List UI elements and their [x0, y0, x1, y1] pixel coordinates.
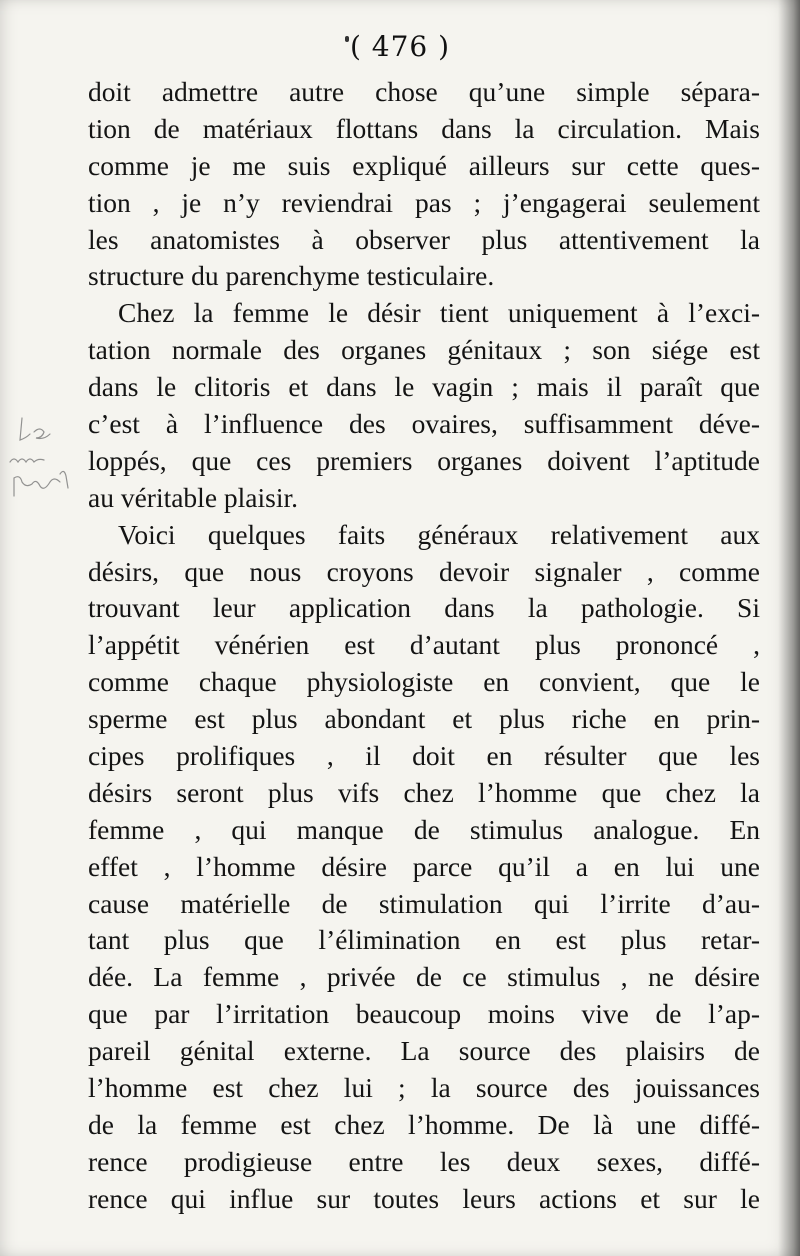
- text-line: tion de matériaux flottans dans la circulation. Mais: [88, 112, 760, 144]
- text-line: comme je me suis expliqué ailleurs sur cette ques-: [88, 149, 760, 181]
- text-line: structure du parenchyme testiculaire.: [88, 260, 495, 292]
- text-line: l’homme est chez lui ; la source des jouissances: [88, 1072, 760, 1104]
- text-line: rence prodigieuse entre les deux sexes, diffé-: [88, 1145, 760, 1177]
- text-line: Chez la femme le désir tient uniquement à l’exci-: [118, 297, 760, 329]
- text-line: trouvant leur application dans la pathologie. Si: [88, 592, 760, 624]
- text-line: que par l’irritation beaucoup moins vive de l’ap-: [88, 998, 760, 1030]
- text-line: sperme est plus abondant et plus riche en prin-: [88, 703, 760, 735]
- text-line: tant plus que l’élimination en est plus retar-: [88, 924, 760, 956]
- text-line: femme , qui manque de stimulus analogue. En: [88, 813, 760, 845]
- text-line: tation normale des organes génitaux ; son siége est: [88, 334, 760, 366]
- text-line: rence qui influe sur toutes leurs actions et sur le: [88, 1182, 760, 1214]
- text-line: l’appétit vénérien est d’autant plus prononcé ,: [88, 629, 760, 661]
- text-line: désirs, que nous croyons devoir signaler , comme: [88, 555, 760, 587]
- text-line: cause matérielle de stimulation qui l’irrite d’au-: [88, 887, 760, 919]
- text-line: les anatomistes à observer plus attentivement la: [88, 223, 760, 255]
- text-line: cipes prolifiques , il doit en résulter que les: [88, 740, 760, 772]
- text-line: Voici quelques faits généraux relativement aux: [118, 518, 760, 550]
- text-line: dans le clitoris et dans le vagin ; mais il paraît que: [88, 371, 760, 403]
- text-line: loppés, que ces premiers organes doivent l’aptitude: [88, 444, 760, 476]
- text-line: c’est à l’influence des ovaires, suffisamment déve-: [88, 408, 760, 440]
- page-edge-shadow: [778, 0, 800, 1256]
- text-line: tion , je n’y reviendrai pas ; j’engagerai seulement: [88, 186, 760, 218]
- text-line: pareil génital externe. La source des plaisirs de: [88, 1035, 760, 1067]
- text-line: de la femme est chez l’homme. De là une diffé-: [88, 1108, 760, 1140]
- handwritten-margin-note: [4, 412, 84, 522]
- text-line: désirs seront plus vifs chez l’homme que chez la: [88, 776, 760, 808]
- body-text: [88, 74, 760, 1218]
- page-number: ( 476 ): [349, 30, 451, 63]
- text-line: dée. La femme , privée de ce stimulus , ne désire: [88, 961, 760, 993]
- text-line: effet , l’homme désire parce qu’il a en lui une: [88, 850, 760, 882]
- text-line: comme chaque physiologiste en convient, que le: [88, 666, 760, 698]
- text-line: doit admettre autre chose qu’une simple sépara-: [88, 76, 760, 107]
- text-line: au véritable plaisir.: [88, 481, 298, 513]
